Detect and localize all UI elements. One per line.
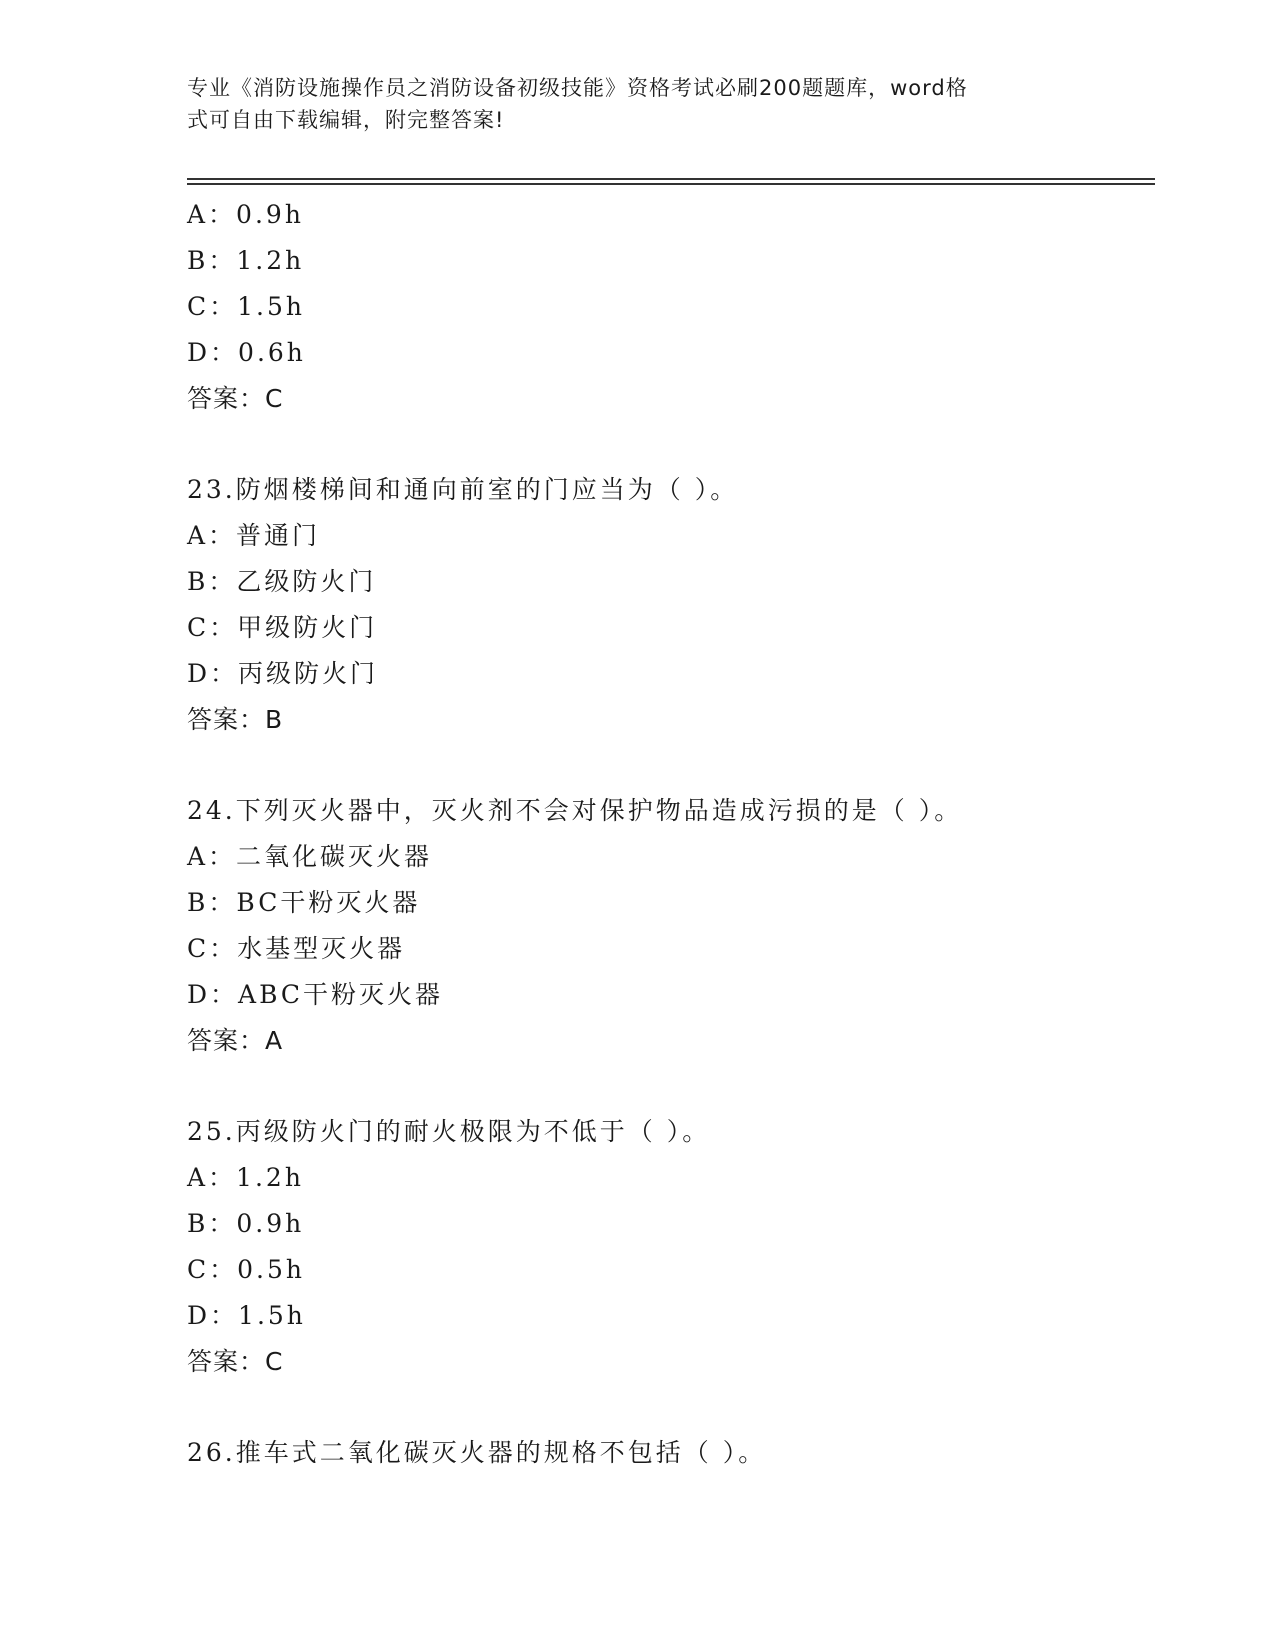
header-divider-bottom — [187, 183, 1155, 185]
option-a: A：1.2h — [187, 1163, 304, 1192]
answer: 答案：C — [187, 384, 284, 413]
option-d: D：0.6h — [187, 338, 306, 367]
option-b: B：0.9h — [187, 1209, 305, 1238]
answer: 答案：C — [187, 1347, 284, 1376]
answer: 答案：A — [187, 1026, 284, 1055]
option-d: D：1.5h — [187, 1301, 306, 1330]
spacer — [187, 422, 1155, 467]
option-b: B：BC干粉灭火器 — [187, 888, 421, 917]
option-c: C：甲级防火门 — [187, 613, 378, 642]
header-line-1: 专业《消防设施操作员之消防设备初级技能》资格考试必刷200题题库，word格 — [187, 76, 968, 100]
question-24 — [187, 788, 1155, 1064]
question-23 — [187, 467, 1155, 743]
answer: 答案：B — [187, 705, 284, 734]
question-stem: 23.防烟楼梯间和通向前室的门应当为（ ）。 — [187, 475, 739, 504]
question-stem: 25.丙级防火门的耐火极限为不低于（ ）。 — [187, 1117, 711, 1146]
header-divider-top — [187, 178, 1155, 180]
spacer — [187, 1064, 1155, 1109]
option-a: A：普通门 — [187, 521, 321, 550]
question-list — [187, 192, 1155, 1476]
option-a: A：二氧化碳灭火器 — [187, 842, 433, 871]
question-stem: 26.推车式二氧化碳灭火器的规格不包括（ ）。 — [187, 1438, 767, 1467]
option-b: B：乙级防火门 — [187, 567, 377, 596]
spacer — [187, 1385, 1155, 1430]
prev-question-block — [187, 192, 1155, 422]
header-line-2: 式可自由下载编辑，附完整答案! — [187, 108, 505, 132]
question-26 — [187, 1430, 1155, 1476]
option-d: D：ABC干粉灭火器 — [187, 980, 444, 1009]
option-d: D：丙级防火门 — [187, 659, 379, 688]
option-b: B：1.2h — [187, 246, 305, 275]
question-25 — [187, 1109, 1155, 1385]
option-c: C：1.5h — [187, 292, 305, 321]
document-header — [187, 72, 1067, 136]
spacer — [187, 743, 1155, 788]
option-a: A：0.9h — [187, 200, 304, 229]
question-stem: 24.下列灭火器中，灭火剂不会对保护物品造成污损的是（ ）。 — [187, 796, 963, 825]
option-c: C：水基型灭火器 — [187, 934, 406, 963]
option-c: C：0.5h — [187, 1255, 305, 1284]
